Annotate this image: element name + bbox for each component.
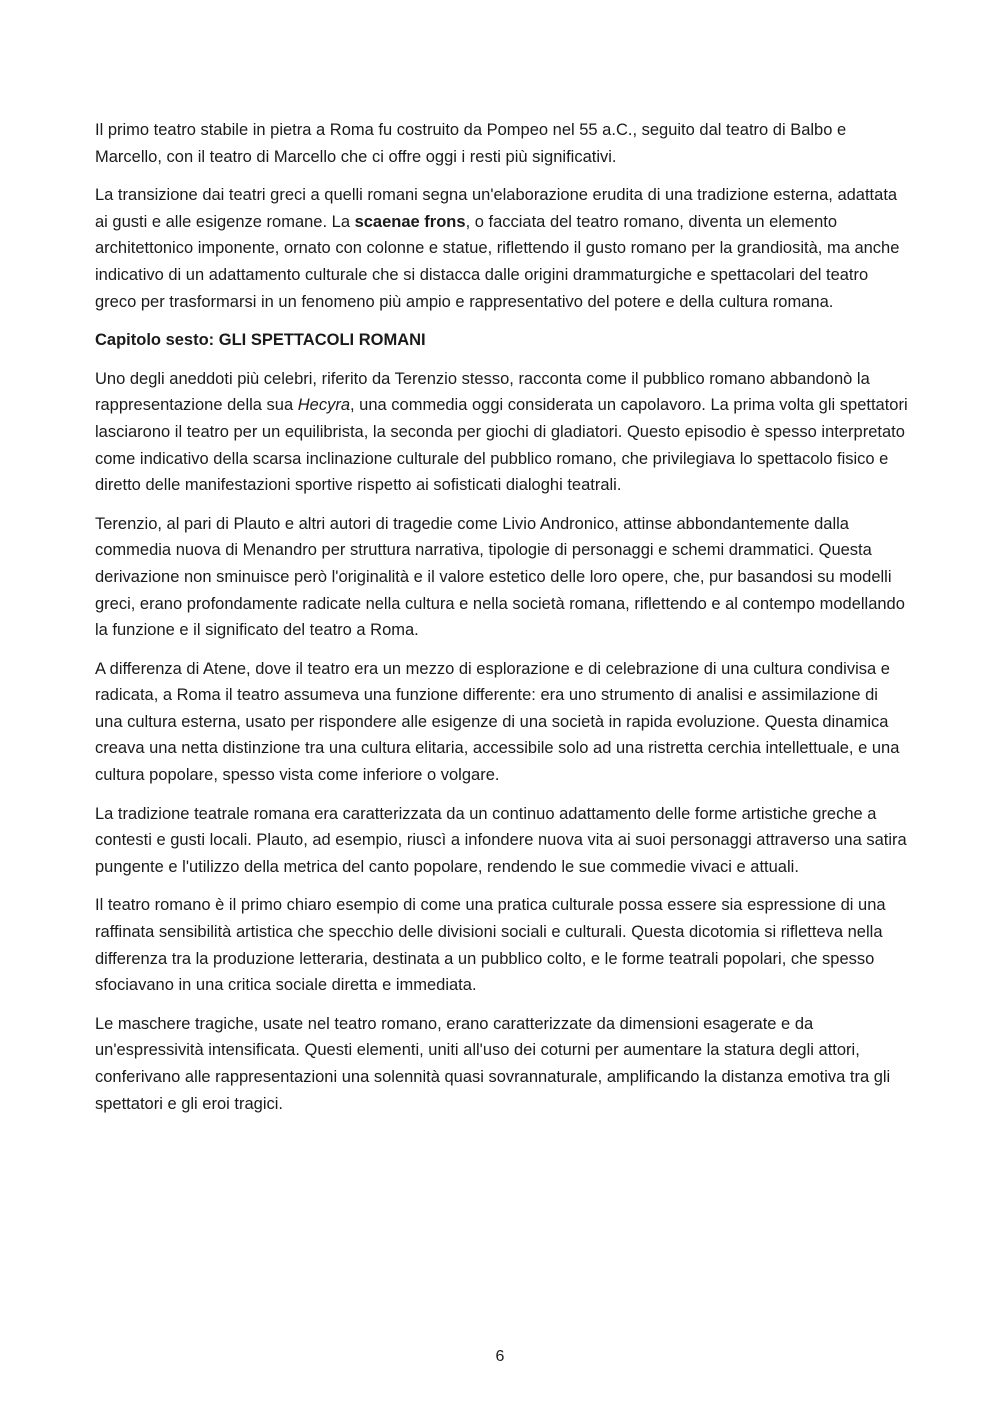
- chapter-heading: Capitolo sesto: GLI SPETTACOLI ROMANI: [95, 331, 426, 350]
- bold-term-scaenae-frons: scaenae frons: [354, 212, 466, 231]
- paragraph-maschere: Le maschere tragiche, usate nel teatro romano, erano caratterizzate da dimensioni esagerate e da un'espressività intensificata. Questi elementi, uniti all'uso dei coturni per aumentare la statura degli attori, conferivano alle rappresentazioni una solennità quasi sovrannaturale, amplificando la distanza emotiva tra gli spettatori e gli eroi tragici.: [95, 1014, 891, 1113]
- page-number: 6: [495, 1348, 505, 1365]
- paragraph-terenzio: Terenzio, al pari di Plauto e altri autori di tragedie come Livio Andronico, attinse abbondantemente dalla commedia nuova di Menandro per struttura narrativa, tipologie di personaggi e schemi drammatici. Questa derivazione non sminuisce però l'originalità e il valore estetico delle loro opere, che, pur basandosi su modelli greci, erano profondamente radicate nella cultura e nella società romana, riflettendo e al contempo modellando la funzione e il significato del teatro a Roma.: [95, 514, 905, 640]
- paragraph-text: , una commedia oggi considerata un capolavoro. La prima volta gli spettatori lasciarono il teatro per un equilibrista, la seconda per giochi di gladiatori. Questo episodio è spesso interpretato come indicativo della scarsa inclinazione culturale del pubblico romano, che privilegiava lo spettacolo fisico e diretto delle manifestazioni sportive rispetto ai sofisticati dialoghi teatrali.: [95, 396, 908, 495]
- paragraph-teatro-romano: Il teatro romano è il primo chiaro esempio di come una pratica culturale possa essere sia espressione di una raffinata sensibilità artistica che specchio delle divisioni sociali e culturali. Questa dicotomia si rifletteva nella differenza tra la produzione letteraria, destinata a un pubblico colto, e le forme teatrali popolari, che spesso sfociavano in una critica sociale diretta e immediata.: [95, 896, 886, 995]
- paragraph-teatro-pompeo: Il primo teatro stabile in pietra a Roma fu costruito da Pompeo nel 55 a.C., seguito dal teatro di Balbo e Marcello, con il teatro di Marcello che ci offre oggi i resti più significativi.: [95, 121, 847, 166]
- italic-title-hecyra: Hecyra: [297, 396, 350, 415]
- paragraph-tradizione: La tradizione teatrale romana era caratterizzata da un continuo adattamento delle forme artistiche greche a contesti e gusti locali. Plauto, ad esempio, riuscì a infondere nuova vita ai suoi personaggi attraverso una satira pungente e l'utilizzo della metrica del canto popolare, rendendo le sue commedie vivaci e attuali.: [95, 804, 907, 876]
- paragraph-transizione: [95, 182, 910, 315]
- paragraph-text: Uno degli aneddoti più celebri, riferito da Terenzio stesso, racconta come il pubblico romano abbandonò la rappresentazione della sua: [95, 369, 870, 415]
- paragraph-text: , o facciata del teatro romano, diventa un elemento architettonico imponente, ornato con colonne e statue, riflettendo il gusto romano per la grandiosità, ma anche indicativo di un adattamento culturale che si distacca dalle origini drammaturgiche e spettacolari del teatro greco per trasformarsi in un fenomeno più ampio e rappresentativo del potere e della cultura romana.: [95, 212, 900, 311]
- paragraph-atene-roma: A differenza di Atene, dove il teatro era un mezzo di esplorazione e di celebrazione di una cultura condivisa e radicata, a Roma il teatro assumeva una funzione differente: era uno strumento di analisi e assimilazione di una cultura esterna, usato per rispondere alle esigenze di una società in rapida evoluzione. Questa dinamica creava una netta distinzione tra una cultura elitaria, accessibile solo ad una ristretta cerchia intellettuale, e una cultura popolare, spesso vista come inferiore o volgare.: [95, 659, 900, 785]
- paragraph-aneddoto-hecyra: [95, 366, 910, 499]
- paragraph-text: La transizione dai teatri greci a quelli romani segna un'elaborazione erudita di una tradizione esterna, adattata ai gusti e alle esigenze romane. La: [95, 186, 898, 231]
- document-body: [95, 117, 910, 1129]
